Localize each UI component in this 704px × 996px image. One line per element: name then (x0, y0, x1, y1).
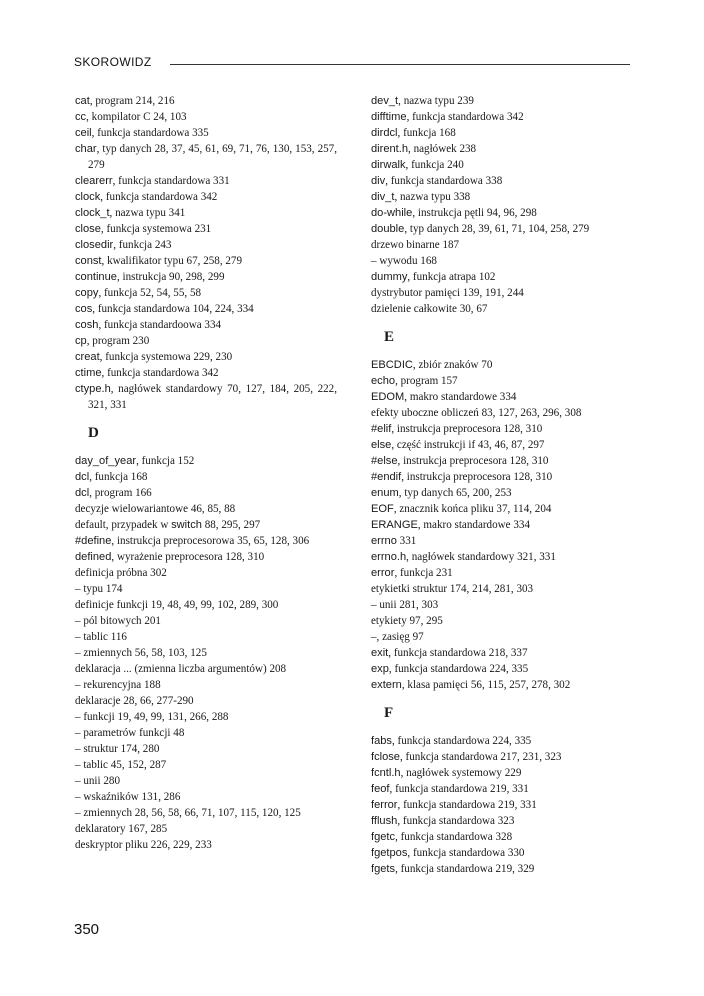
index-entry (75, 645, 337, 661)
index-keyword: dirent.h (371, 143, 409, 155)
index-pages: decyzje wielowariantowe 46, 85, 88 (75, 503, 236, 515)
header-rule (170, 64, 630, 65)
index-pages: definicja próbna 302 (75, 567, 167, 579)
index-entry (371, 205, 633, 221)
section-letter-d: D (88, 425, 99, 441)
index-entry (75, 693, 337, 709)
index-entry (371, 125, 633, 141)
index-keyword: creat (75, 351, 100, 363)
index-pages: , klasa pamięci 56, 115, 257, 278, 302 (401, 679, 571, 691)
index-keyword: dev_t (371, 95, 399, 107)
index-pages: – zmiennych 56, 58, 103, 125 (75, 647, 207, 659)
index-pages: , instrukcja preprocesora 128, 310 (397, 455, 549, 467)
index-keyword: else (371, 439, 392, 451)
index-entry (371, 829, 633, 845)
index-pages: , typ danych 28, 37, 45, 61, 69, 71, 76, 130, 153, 257, 279 (88, 143, 337, 171)
index-entry (75, 365, 337, 381)
index-pages: 88, 295, 297 (201, 519, 261, 531)
index-pages: , znacznik końca pliku 37, 114, 204 (393, 503, 552, 515)
index-keyword: #elif (371, 423, 392, 435)
index-entry (371, 453, 633, 469)
index-keyword: extern (371, 679, 402, 691)
index-pages: , instrukcja 90, 298, 299 (116, 271, 225, 283)
index-column-right (371, 93, 633, 877)
index-entry (75, 349, 337, 365)
index-pages: , funkcja standardowa 342 (101, 367, 219, 379)
index-entry (75, 613, 337, 629)
index-entry (75, 109, 337, 125)
index-pages: , program 157 (395, 375, 458, 387)
index-pages: efekty uboczne obliczeń 83, 127, 263, 296, 308 (371, 407, 582, 419)
index-keyword: dirdcl (371, 127, 398, 139)
index-entry (371, 189, 633, 205)
index-entry (75, 381, 337, 413)
index-entry (371, 781, 633, 797)
index-entry (371, 797, 633, 813)
index-entry (371, 813, 633, 829)
index-pages: – tablic 45, 152, 287 (75, 759, 167, 771)
index-pages: , makro standardowe 334 (404, 391, 517, 403)
index-entry (75, 141, 337, 173)
index-entry (75, 565, 337, 581)
running-header-title: SKOROWIDZ (74, 55, 152, 69)
index-entry (371, 485, 633, 501)
index-entry (371, 677, 633, 693)
section-letter-f: F (384, 705, 394, 721)
index-pages: drzewo binarne 187 (371, 239, 460, 251)
index-entry (75, 821, 337, 837)
index-entry (75, 453, 337, 469)
index-entry (75, 125, 337, 141)
index-keyword: exit (371, 647, 389, 659)
index-pages: – unii 281, 303 (371, 599, 439, 611)
index-entry (75, 661, 337, 677)
index-entry (75, 517, 337, 533)
index-pages: , funkcja standardowa 219, 331 (389, 783, 529, 795)
index-pages: definicje funkcji 19, 48, 49, 99, 102, 289, 300 (75, 599, 279, 611)
index-pages: – wskaźników 131, 286 (75, 791, 181, 803)
index-entry (371, 93, 633, 109)
index-entry (75, 629, 337, 645)
index-pages: , część instrukcji if 43, 46, 87, 297 (391, 439, 545, 451)
index-pages: , funkcja 231 (394, 567, 453, 579)
index-pages: , instrukcja preprocesora 128, 310 (391, 423, 543, 435)
index-keyword: dummy (371, 271, 408, 283)
index-pages: , instrukcja preprocesorowa 35, 65, 128, 306 (111, 535, 310, 547)
index-pages: , funkcja standardowa 335 (91, 127, 209, 139)
index-keyword: cosh (75, 319, 99, 331)
index-keyword: ERANGE (371, 519, 418, 531)
index-pages: , nagłówek standardowy 321, 331 (406, 551, 556, 563)
index-pages: , funkcja standardowa 219, 331 (397, 799, 537, 811)
index-entry (75, 709, 337, 725)
index-entry (75, 501, 337, 517)
index-entry (371, 845, 633, 861)
index-entry (371, 501, 633, 517)
page-number: 350 (74, 921, 100, 938)
index-pages: , kwalifikator typu 67, 258, 279 (101, 255, 243, 267)
index-pages: , funkcja standardowa 323 (397, 815, 515, 827)
index-keyword: do-while (371, 207, 413, 219)
index-keyword: fgetpos (371, 847, 408, 859)
index-keyword: ctime (75, 367, 102, 379)
index-entry (371, 109, 633, 125)
index-entry (75, 789, 337, 805)
index-keyword: #else (371, 455, 398, 467)
index-pages: , funkcja standardowa 338 (385, 175, 503, 187)
index-pages: , instrukcja preprocesora 128, 310 (401, 471, 553, 483)
index-entry (75, 221, 337, 237)
index-keyword: double (371, 223, 405, 235)
index-entry (75, 677, 337, 693)
index-keyword: fclose (371, 751, 400, 763)
index-keyword: feof (371, 783, 390, 795)
index-keyword: dcl (75, 487, 90, 499)
index-pages: , instrukcja pętli 94, 96, 298 (412, 207, 537, 219)
index-pages: , program 214, 216 (89, 95, 175, 107)
index-pages: – wywodu 168 (371, 255, 437, 267)
index-entry (371, 173, 633, 189)
index-keyword: errno (371, 535, 397, 547)
index-keyword: day_of_year (75, 455, 137, 467)
index-pages: , nazwa typu 239 (398, 95, 474, 107)
index-keyword: #define (75, 535, 112, 547)
index-keyword: fgets (371, 863, 396, 875)
index-pages: , funkcja standardowa 219, 329 (395, 863, 535, 875)
index-keyword: error (371, 567, 395, 579)
index-entry (75, 253, 337, 269)
index-pages: , funkcja standardowa 218, 337 (388, 647, 528, 659)
index-pages: , funkcja systemowa 229, 230 (99, 351, 233, 363)
index-keyword: div (371, 175, 386, 187)
index-keyword: const (75, 255, 102, 267)
index-entry (371, 357, 633, 373)
index-entry (371, 253, 633, 269)
index-column-left (75, 93, 337, 853)
index-pages: deklaratory 167, 285 (75, 823, 168, 835)
index-keyword: ceil (75, 127, 92, 139)
index-pages: , funkcja 240 (405, 159, 464, 171)
index-entry (371, 373, 633, 389)
index-keyword: difftime (371, 111, 407, 123)
index-entry (371, 749, 633, 765)
index-entry (371, 765, 633, 781)
index-pages: 331 (396, 535, 417, 547)
index-entry (75, 581, 337, 597)
index-entry (371, 389, 633, 405)
index-entry (75, 805, 337, 821)
index-keyword: ferror (371, 799, 398, 811)
index-entry (371, 285, 633, 301)
index-keyword: EBCDIC (371, 359, 413, 371)
index-keyword: EDOM (371, 391, 405, 403)
index-pages: , funkcja systemowa 231 (100, 223, 212, 235)
index-entry (75, 757, 337, 773)
index-entry (75, 597, 337, 613)
index-pages: , funkcja standardowa 330 (407, 847, 525, 859)
index-keyword: defined (75, 551, 112, 563)
index-entry (371, 661, 633, 677)
index-pages: dystrybutor pamięci 139, 191, 244 (371, 287, 524, 299)
index-pages: , nazwa typu 341 (109, 207, 186, 219)
index-pages: etykiety 97, 295 (371, 615, 443, 627)
index-entry (75, 205, 337, 221)
index-pages: dzielenie całkowite 30, 67 (371, 303, 488, 315)
index-entry (371, 237, 633, 253)
index-keyword: clock (75, 191, 101, 203)
index-pages: , typ danych 65, 200, 253 (398, 487, 512, 499)
index-keyword: fgetc (371, 831, 396, 843)
section-letter-e: E (384, 329, 395, 345)
index-pages: deklaracje 28, 66, 277-290 (75, 695, 194, 707)
index-pages: – unii 280 (75, 775, 120, 787)
index-keyword: exp (371, 663, 389, 675)
index-entry (75, 237, 337, 253)
index-pages: , typ danych 28, 39, 61, 71, 104, 258, 279 (404, 223, 590, 235)
index-pages: , funkcja standardowa 104, 224, 334 (92, 303, 254, 315)
index-pages: – funkcji 19, 49, 99, 131, 266, 288 (75, 711, 229, 723)
index-keyword: errno.h (371, 551, 407, 563)
index-keyword: dirwalk (371, 159, 406, 171)
index-entry (371, 437, 633, 453)
index-entry (371, 405, 633, 421)
index-pages: , funkcja standardoowa 334 (98, 319, 222, 331)
index-keyword: clock_t (75, 207, 110, 219)
index-pages: deskryptor pliku 226, 229, 233 (75, 839, 212, 851)
index-entry (75, 173, 337, 189)
index-entry (371, 733, 633, 749)
index-keyword: clearerr (75, 175, 113, 187)
index-entry (371, 861, 633, 877)
index-entry (75, 285, 337, 301)
index-entry (75, 93, 337, 109)
index-entry (371, 549, 633, 565)
index-pages: – typu 174 (75, 583, 123, 595)
index-entry (75, 725, 337, 741)
index-pages: , kompilator C 24, 103 (86, 111, 187, 123)
index-entry (371, 629, 633, 645)
index-pages: , wyrażenie preprocesora 128, 310 (111, 551, 265, 563)
index-pages: –, zasięg 97 (371, 631, 424, 643)
index-keyword: fcntl.h (371, 767, 401, 779)
index-pages: , funkcja standardowa 342 (100, 191, 218, 203)
index-keyword: fabs (371, 735, 392, 747)
index-entry (371, 645, 633, 661)
index-entry (75, 469, 337, 485)
index-pages: – zmiennych 28, 56, 58, 66, 71, 107, 115, 120, 125 (75, 807, 301, 819)
index-entry (75, 317, 337, 333)
index-entry (371, 565, 633, 581)
index-keyword: ctype.h (75, 383, 111, 395)
index-entry (75, 301, 337, 317)
index-entry (371, 533, 633, 549)
index-entry (75, 189, 337, 205)
index-keyword: char (75, 143, 97, 155)
index-entry (75, 549, 337, 565)
index-entry (371, 301, 633, 317)
index-pages: , nazwa typu 338 (394, 191, 471, 203)
index-entry (371, 581, 633, 597)
index-pages: , makro standardowe 334 (417, 519, 530, 531)
index-entry (371, 141, 633, 157)
index-pages: , funkcja 152 (136, 455, 195, 467)
index-pages: , funkcja standardowa 331 (112, 175, 230, 187)
index-pages: , nagłówek standardowy 70, 127, 184, 205, 222, 321, 331 (88, 383, 337, 411)
index-entry (371, 597, 633, 613)
index-keyword: cos (75, 303, 93, 315)
index-entry (75, 837, 337, 853)
index-pages: deklaracja ... (zmienna liczba argumentów) 208 (75, 663, 287, 675)
index-keyword: enum (371, 487, 399, 499)
index-pages: , funkcja atrapa 102 (407, 271, 496, 283)
index-entry (371, 157, 633, 173)
index-keyword: cat (75, 95, 90, 107)
index-keyword: fflush (371, 815, 398, 827)
index-pages: , program 166 (89, 487, 152, 499)
index-pages: – struktur 174, 280 (75, 743, 160, 755)
index-entry (371, 469, 633, 485)
index-pages: , funkcja standardowa 217, 231, 323 (399, 751, 562, 763)
index-entry (371, 613, 633, 629)
index-entry (75, 333, 337, 349)
index-pages: , funkcja standardowa 224, 335 (388, 663, 529, 675)
index-pages: , funkcja 168 (397, 127, 456, 139)
index-entry (75, 741, 337, 757)
index-pages: , funkcja standardowa 224, 335 (391, 735, 532, 747)
index-pages: – rekurencyjna 188 (75, 679, 161, 691)
index-pages: , funkcja 168 (89, 471, 148, 483)
index-keyword: copy (75, 287, 99, 299)
index-pages: etykietki struktur 174, 214, 281, 303 (371, 583, 534, 595)
index-pages: – tablic 116 (75, 631, 127, 643)
index-pages: , zbiór znaków 70 (412, 359, 493, 371)
index-keyword: div_t (371, 191, 395, 203)
index-keyword: continue (75, 271, 117, 283)
index-entry (75, 533, 337, 549)
index-keyword: EOF (371, 503, 394, 515)
index-entry (371, 517, 633, 533)
index-pages: , funkcja standardowa 342 (406, 111, 524, 123)
index-entry (371, 221, 633, 237)
index-pages: , nagłówek systemowy 229 (400, 767, 522, 779)
index-keyword: closedir (75, 239, 114, 251)
index-keyword: cp (75, 335, 87, 347)
index-pages: – parametrów funkcji 48 (75, 727, 185, 739)
index-pages: , funkcja 52, 54, 55, 58 (98, 287, 202, 299)
index-keyword: echo (371, 375, 396, 387)
index-keyword: close (75, 223, 101, 235)
index-keyword: #endif (371, 471, 402, 483)
index-keyword: cc (75, 111, 87, 123)
index-entry (371, 421, 633, 437)
index-pages: , funkcja 243 (113, 239, 172, 251)
index-entry (75, 485, 337, 501)
index-keyword: dcl (75, 471, 90, 483)
index-keyword: switch (171, 519, 202, 531)
index-pages: – pól bitowych 201 (75, 615, 161, 627)
index-entry (371, 269, 633, 285)
index-pages: , nagłówek 238 (408, 143, 477, 155)
index-pages: default, przypadek w (75, 519, 172, 531)
index-entry (75, 269, 337, 285)
index-pages: , funkcja standardowa 328 (395, 831, 513, 843)
index-entry (75, 773, 337, 789)
index-pages: , program 230 (86, 335, 150, 347)
